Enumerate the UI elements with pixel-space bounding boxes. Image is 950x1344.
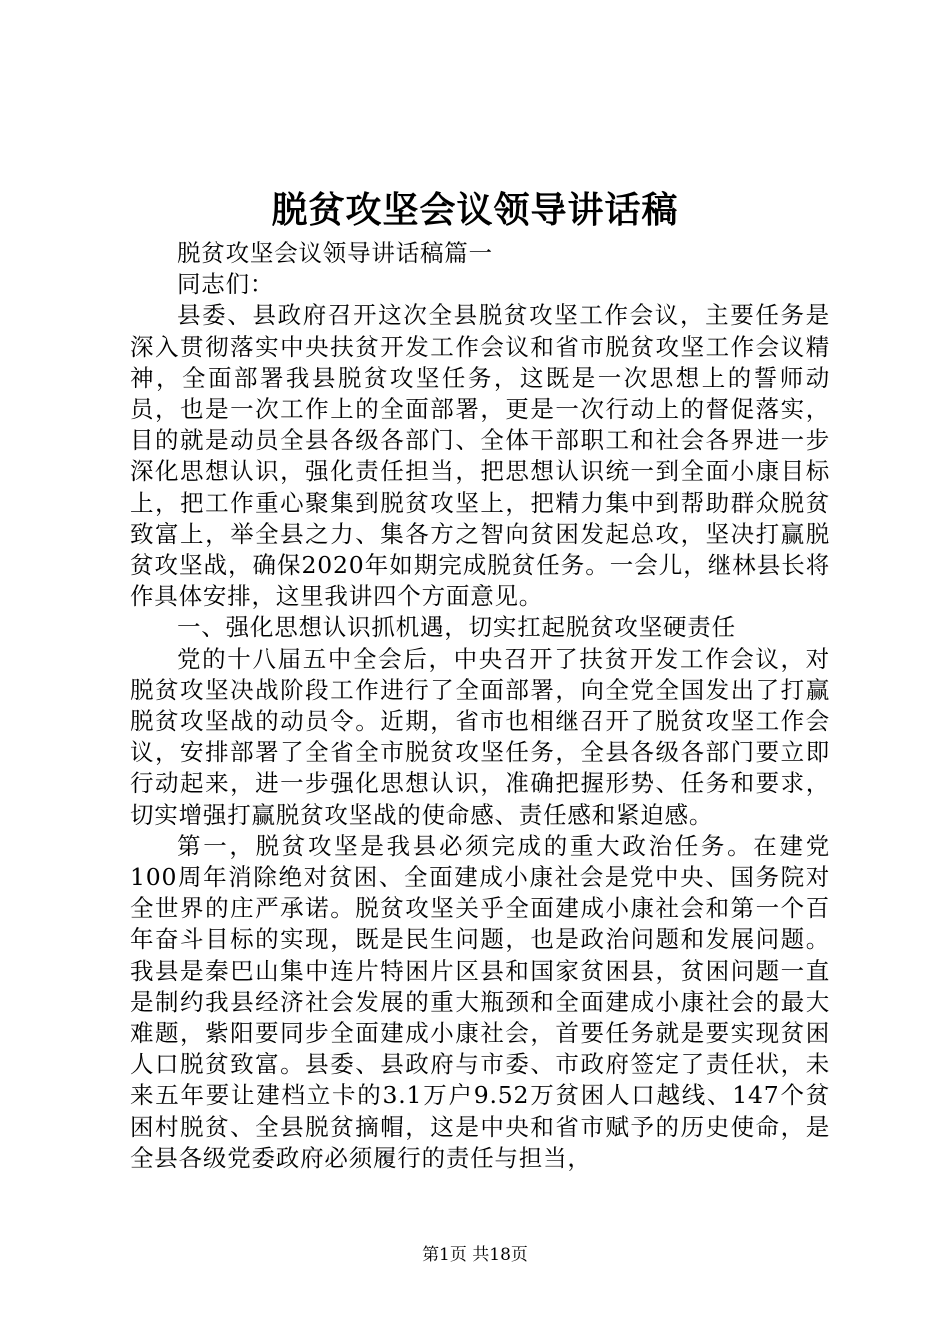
document-body (130, 238, 830, 1174)
paragraph-intro: 县委、县政府召开这次全县脱贫攻坚工作会议，主要任务是深入贯彻落实中央扶贫开发工作会议和省市脱贫攻坚工作会议精神，全面部署我县脱贫攻坚任务，这既是一次思想上的誓师动员，也是一次工作上的全面部署，更是一次行动上的督促落实，目的就是动员全县各级各部门、全体干部职工和社会各界进一步深化思想认识，强化责任担当，把思想认识统一到全面小康目标上，把工作重心聚集到脱贫攻坚上，把精力集中到帮助群众脱贫致富上，举全县之力、集各方之智向贫困发起总攻，坚决打赢脱贫攻坚战，确保2020年如期完成脱贫任务。一会儿，继林县长将作具体安排，这里我讲四个方面意见。 (130, 301, 830, 611)
document-title: 脱贫攻坚会议领导讲话稿 (271, 189, 679, 231)
paragraph-point-one: 第一，脱贫攻坚是我县必须完成的重大政治任务。在建党100周年消除绝对贫困、全面建成小康社会是党中央、国务院对全世界的庄严承诺。脱贫攻坚关乎全面建成小康社会和第一个百年奋斗目标的实现，既是民生问题，也是政治问题和发展问题。我县是秦巴山集中连片特困片区县和国家贫困县，贫困问题一直是制约我县经济社会发展的重大瓶颈和全面建成小康社会的最大难题，紫阳要同步全面建成小康社会，首要任务就是要实现贫困人口脱贫致富。县委、县政府与市委、市政府签定了责任状，未来五年要让建档立卡的3.1万户9.52万贫困人口越线、147个贫困村脱贫、全县脱贫摘帽，这是中央和省市赋予的历史使命，是全县各级党委政府必须履行的责任与担当， (130, 831, 830, 1172)
paragraph-subtitle: 脱贫攻坚会议领导讲话稿篇一 (177, 239, 493, 267)
paragraph-greeting: 同志们： (177, 270, 275, 299)
page-number-footer: 第1页 共18页 (422, 1245, 528, 1265)
paragraph-background: 党的十八届五中全会后，中央召开了扶贫开发工作会议，对脱贫攻坚决战阶段工作进行了全面部署，向全党全国发出了打赢脱贫攻坚战的动员令。近期，省市也相继召开了脱贫攻坚工作会议，安排部署了全省全市脱贫攻坚任务，全县各级各部门要立即行动起来，进一步强化思想认识，准确把握形势、任务和要求，切实增强打赢脱贫攻坚战的使命感、责任感和紧迫感。 (130, 644, 830, 829)
paragraph-section-heading: 一、强化思想认识抓机遇，切实扛起脱贫攻坚硬责任 (177, 613, 736, 642)
